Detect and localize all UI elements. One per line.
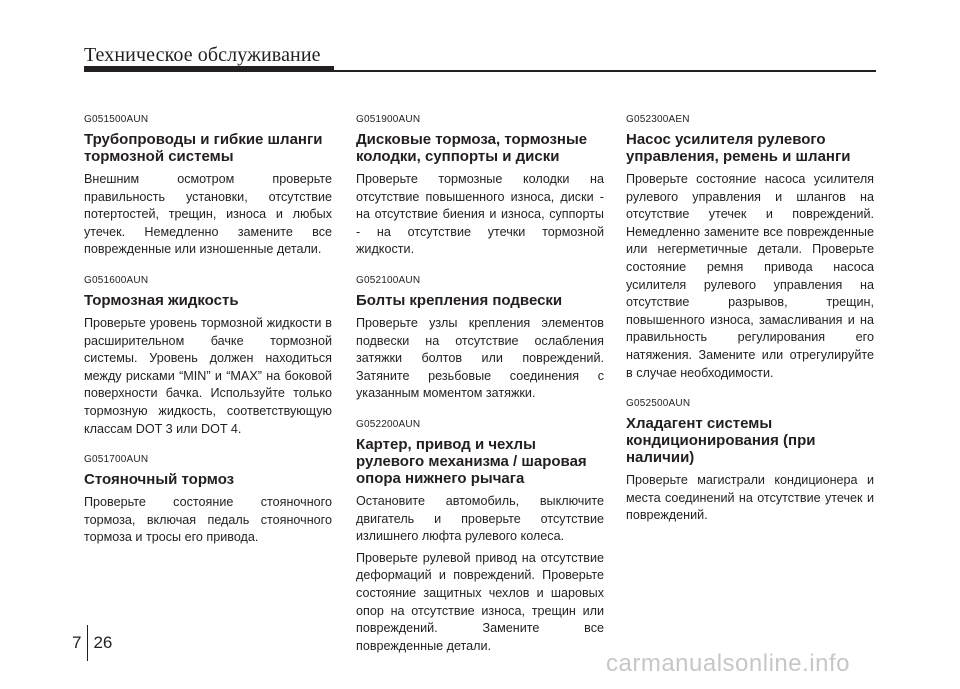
section-paragraph: Проверьте узлы крепления элементов подвески на отсутствие ослабления затяжки болтов или повреждений. Затяните резьбовые соединения с указанным моментом затяжки.: [356, 315, 604, 401]
section-paragraph: Проверьте состояние стояночного тормоза, включая педаль стояночного тормоза и тросы его привода.: [84, 495, 332, 545]
section-code: G051900AUN: [356, 114, 421, 125]
section-paragraph: Проверьте уровень тормозной жидкости в расширительном бачке тормозной системы. Уровень должен находиться между рисками “MIN” и “MAX” на боковой поверхности бачка. Используйте только тормозную жидкость, соответствующую классам DOT 3 или DOT 4.: [84, 315, 332, 436]
section-paragraph: Проверьте рулевой привод на отсутствие деформаций и повреждений. Проверьте состояние защитных чехлов и шаровых опор на отсутствие износа, трещин или повреждений. Замените все поврежденные детали.: [356, 550, 604, 653]
section-paragraph: Проверьте состояние насоса усилителя рулевого управления и шлангов на отсутствие утечек и повреждений. Немедленно замените все поврежденные или негерметичные детали. Проверьте состояние ремня привода насоса усилителя рулевого управления на отсутствие разрывов, трещин, повышенного износа, замасливания и на правильность регулирования его натяжения. Замените или отрегулируйте в случае необходимости.: [626, 172, 874, 380]
section-code: G052300AEN: [626, 114, 690, 125]
section-paragraph: Внешним осмотром проверьте правильность установки, отсутствие потертостей, трещин, износа и любых утечек. Немедленно замените все поврежденные или изношенные детали.: [84, 172, 332, 257]
section-heading: Тормозная жидкость: [84, 291, 239, 309]
section-disc-brakes: [356, 114, 604, 259]
section-paragraph: Проверьте магистрали кондиционера и места соединений на отсутствие утечек и повреждений.: [626, 473, 874, 523]
section-heading: Хладагент системы кондиционирования (при наличии): [626, 415, 816, 467]
column-2: [356, 114, 604, 671]
section-suspension-bolts: [356, 275, 604, 403]
section-steering-gear: [356, 419, 604, 655]
section-paragraph: Проверьте тормозные колодки на отсутствие повышенного износа, диски - на отсутствие биения и износа, суппорты - на отсутствие утечки тормозной жидкости.: [356, 172, 604, 257]
section-paragraph: Остановите автомобиль, выключите двигатель и проверьте отсутствие излишнего люфта рулевого колеса.: [356, 493, 604, 544]
section-code: G051700AUN: [84, 454, 149, 466]
section-code: G051600AUN: [84, 274, 149, 286]
column-1: [84, 114, 332, 563]
section-parking-brake: [84, 454, 332, 547]
watermark: carmanualsonline.info: [606, 650, 850, 677]
section-brake-lines: [84, 114, 332, 259]
header-rule-thick: [84, 66, 334, 72]
section-heading: Стояночный тормоз: [84, 471, 235, 489]
chapter-number: 7: [72, 633, 82, 652]
section-code: G052100AUN: [356, 274, 421, 286]
page-num: 26: [93, 633, 113, 652]
section-heading: Болты крепления подвески: [356, 291, 563, 309]
section-power-steering: [626, 114, 874, 382]
section-code: G051500AUN: [84, 114, 149, 125]
section-heading: Трубопроводы и гибкие шланги тормозной системы: [84, 131, 323, 165]
page-header-title: Техническое обслуживание: [84, 44, 321, 66]
header-rule-thin: [334, 70, 876, 72]
page-number: [72, 625, 112, 661]
section-heading: Насос усилителя рулевого управления, ремень и шланги: [626, 131, 851, 165]
section-heading: Картер, привод и чехлы рулевого механизма / шаровая опора нижнего рычага: [356, 435, 587, 487]
section-heading: Дисковые тормоза, тормозные колодки, суппорты и диски: [356, 131, 588, 165]
section-ac-refrigerant: [626, 398, 874, 525]
section-code: G052200AUN: [356, 418, 421, 430]
section-code: G052500AUN: [626, 398, 691, 410]
column-3: [626, 114, 874, 541]
section-brake-fluid: [84, 275, 332, 438]
